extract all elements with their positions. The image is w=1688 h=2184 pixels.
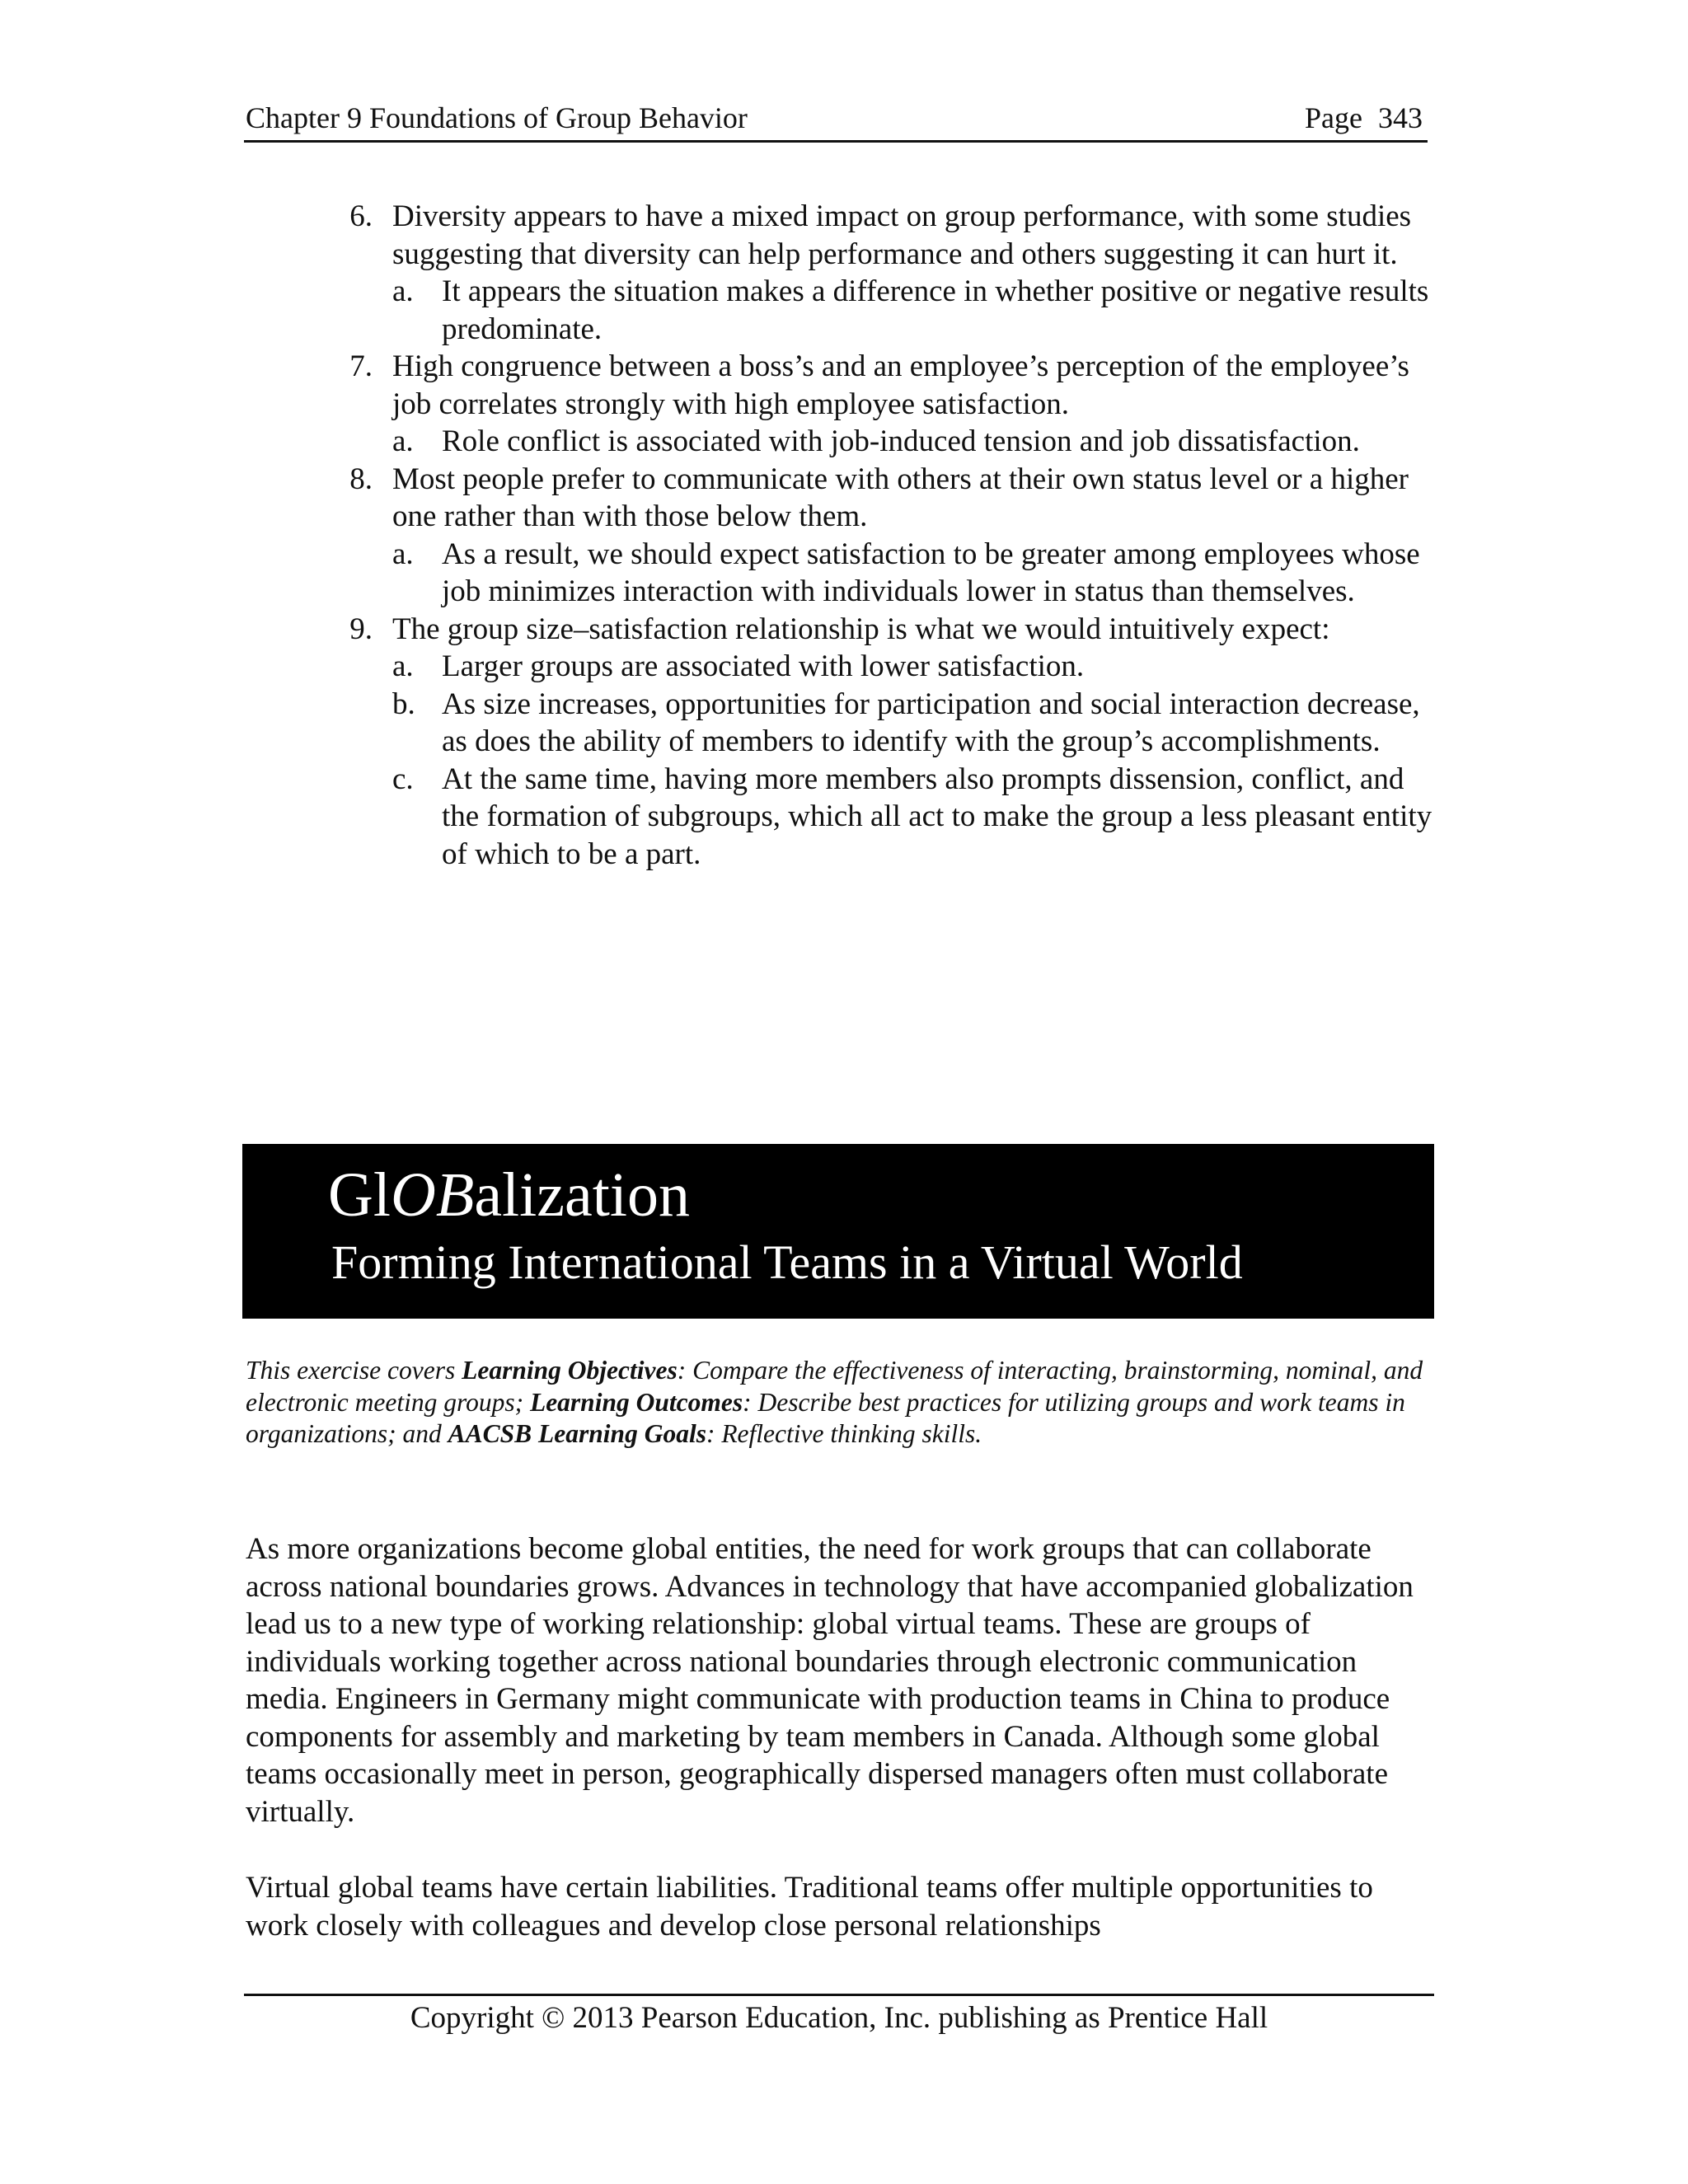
title-suffix: alization [474,1160,690,1230]
item-number: 8. [349,462,373,496]
learning-objectives-note [246,1355,1424,1451]
item-text: High congruence between a boss’s and an employee’s perception of the employee’s job correlates strongly with high employee satisfaction. [392,349,1409,421]
objectives-text: : Compare the effectiveness of interacting, brainstorming, nominal, and electronic meeting groups; [246,1356,1423,1417]
objectives-label: Learning Objectives [462,1356,678,1385]
sub-item [338,686,1434,761]
item-text: Most people prefer to communicate with others at their own status level or a higher one rather than with those below them. [392,462,1409,533]
copyright-footer: Copyright © 2013 Pearson Education, Inc. publishing as Prentice Hall [410,2001,1268,2035]
sub-item-text: It appears the situation makes a difference in whether positive or negative results predominate. [442,274,1429,346]
list-item [338,461,1434,536]
banner-subtitle: Forming International Teams in a Virtual World [331,1235,1243,1289]
footer-divider [244,1994,1434,1996]
sub-item-letter: b. [392,687,415,721]
item-number: 7. [349,349,373,383]
sub-item-letter: a. [392,649,414,683]
body-paragraph: As more organizations become global entities, the need for work groups that can collaborate across national boundaries grows. Advances in technology that have accompanied globalization lead us to a new type of working relationship: global virtual teams. These are groups of individuals working together across national boundaries through electronic communication media. Engineers in Germany might communicate with production teams in China to produce components for assembly and marketing by team members in Canada. Although some global teams occasionally meet in person, geographically dispersed managers often must collaborate virtually. [246,1532,1414,1829]
sub-item-text: At the same time, having more members also prompts dissension, conflict, and the formation of subgroups, which all act to make the group a less pleasant entity of which to be a part. [442,762,1432,871]
list-item [338,611,1434,649]
page-number: Page 343 [1305,101,1423,134]
sub-item-letter: a. [392,424,414,458]
list-item [338,198,1434,273]
banner-title [328,1155,690,1235]
sub-item-text: As a result, we should expect satisfaction to be greater among employees whose job minimizes interaction with individuals lower in status than themselves. [442,537,1420,608]
aacsb-label: AACSB Learning Goals [448,1419,706,1448]
title-prefix: Gl [328,1160,391,1230]
sub-item [338,273,1434,348]
outcomes-label: Learning Outcomes [529,1387,743,1417]
sub-item-letter: c. [392,762,414,796]
title-italic: OB [391,1160,475,1230]
item-number: 6. [349,199,373,233]
sub-item-letter: a. [392,274,414,308]
sub-item [338,423,1434,461]
numbered-outline [338,198,1434,873]
globalization-banner [242,1144,1434,1319]
page-header [244,97,1428,143]
sub-item-text: Larger groups are associated with lower satisfaction. [442,649,1085,683]
aacsb-text: : Reflective thinking skills. [706,1419,982,1448]
sub-item-letter: a. [392,537,414,571]
item-number: 9. [349,612,373,646]
sub-item-text: Role conflict is associated with job-induced tension and job dissatisfaction. [442,424,1360,458]
item-text: Diversity appears to have a mixed impact on group performance, with some studies suggesting that diversity can help performance and others suggesting it can hurt it. [392,199,1412,271]
objectives-intro: This exercise covers [246,1356,462,1385]
sub-item [338,536,1434,611]
body-paragraph: Virtual global teams have certain liabilities. Traditional teams offer multiple opportunities to work closely with colleagues and develop close personal relationships [246,1871,1373,1943]
sub-item [338,761,1434,874]
sub-item [338,648,1434,686]
outcomes-text: : Describe best practices for utilizing groups and work teams in organizations; and [246,1387,1405,1448]
sub-item-text: As size increases, opportunities for participation and social interaction decrease, as does the ability of members to identify with the group’s accomplishments. [442,687,1420,758]
chapter-title: Chapter 9 Foundations of Group Behavior [246,101,748,134]
list-item [338,348,1434,423]
item-text: The group size–satisfaction relationship is what we would intuitively expect: [392,612,1330,646]
